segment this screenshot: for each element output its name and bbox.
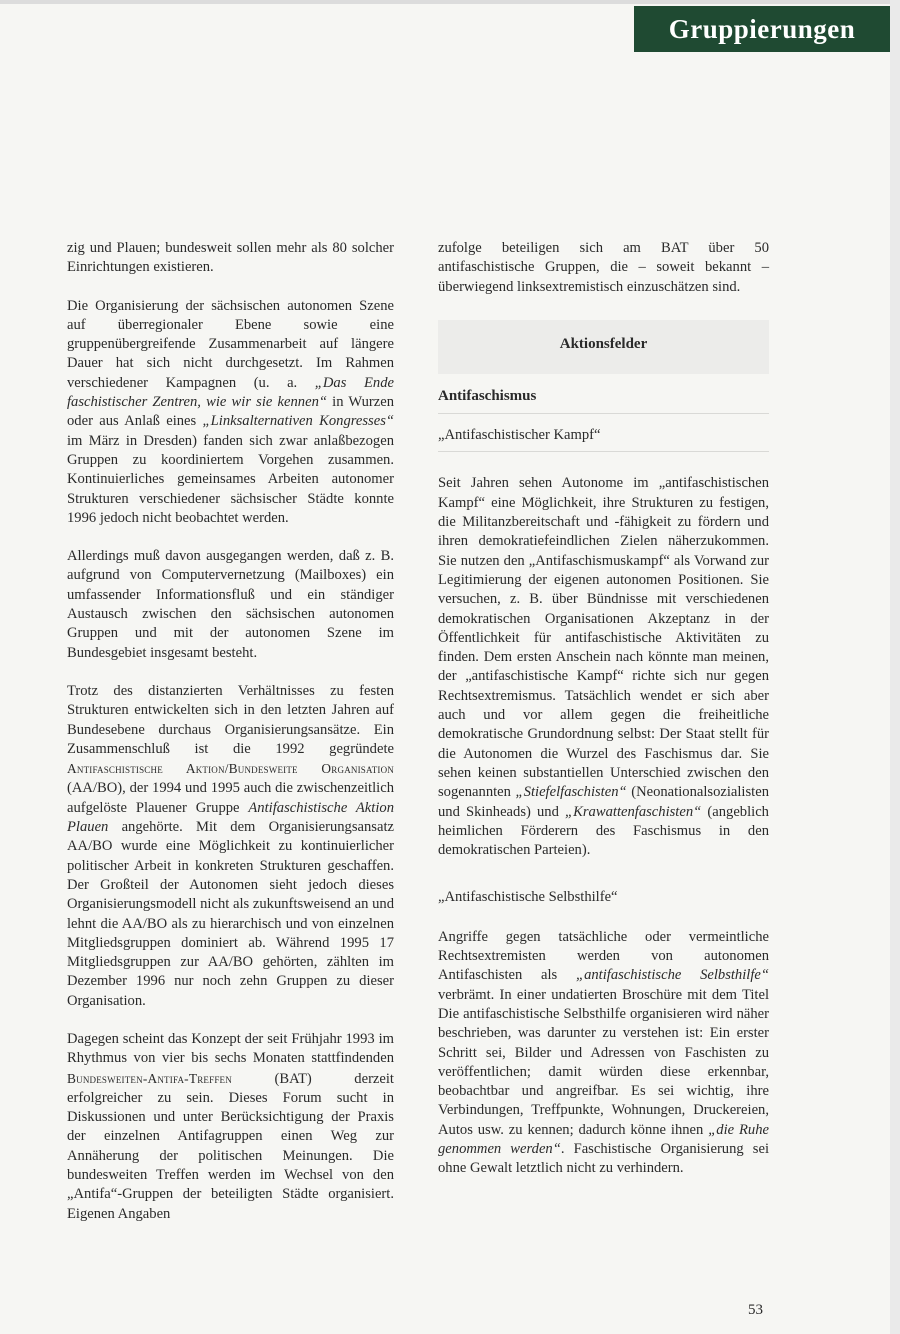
italic-phrase: „antifaschistische Selbsthilfe“ [575, 967, 769, 984]
right-paragraph-2: Seit Jahren sehen Autonome im „antifaschistischen Kampf“ eine Möglichkeit, ihre Strukturen zu festigen, die Militanzbereitschaft und -fähigkeit zu fördern und ihren demokratiefeindlichen Zielen näherzukommen. Sie nutzen den „Antifaschismuskampf“ als Vorwand zur Legitimierung der eigenen autonomen Positionen. Sie versuchen, z. B. über Bündnisse mit verschiedenen demokratischen Organisationen Akzeptanz in der Öffentlichkeit für antifaschistische Aktivitäten zu finden. Dem ersten Anschein nach könnte man meinen, der „antifaschistische Kampf“ richte sich nur gegen Rechtsextremismus. Tatsächlich wendet er sich aber auch und vor allem gegen die freiheitliche demokratische Grundordnung selbst: Der Staat stellt für die Autonomen die Wurzel des Faschismus dar. Sie sehen keinen substantiellen Unterschied zwischen den sogenannten „Stiefelfaschisten“ (Neonationalsozialisten und Skinheads) und „Krawattenfaschisten“ (angeblich heimlichen Förderern des Faschismus in den demokratischen Parteien). [438, 475, 769, 859]
italic-phrase: „Stiefelfaschisten“ [515, 784, 627, 801]
italic-phrase: „die Ruhe genommen werden“ [438, 1121, 769, 1157]
section-heading-box: Aktionsfelder [438, 320, 769, 374]
top-edge-rule [0, 0, 900, 4]
organisation-name: Antifaschistische Aktion/Bundesweite Organisation [67, 761, 394, 777]
left-paragraph-1: zig und Plauen; bundesweit sollen mehr als 80 solcher Einrichtungen existieren. [67, 240, 394, 276]
italic-phrase: „Das Ende faschistischer Zentren, wie wir sie kennen“ [67, 374, 394, 411]
italic-phrase: „Krawattenfaschisten“ [565, 803, 702, 820]
subsubheading-selbsthilfe: „Antifaschistische Selbsthilfe“ [438, 889, 618, 906]
left-paragraph-4: Trotz des distanzierten Verhältnisses zu festen Strukturen entwickelten sich in den letzten Jahren auf Bundesebene durchaus Organisierungsansätze. Ein Zusammenschluß ist die 1992 gegründete Antifaschistische Aktion/Bundesweite Organisation (AA/BO), der 1994 und 1995 auch die zwischenzeitlich aufgelöste Plauener Gruppe Antifaschistische Aktion Plauen angehörte. Mit dem Organisierungsansatz AA/BO wurde eine Möglichkeit zu kontinuierlicher politischer Arbeit in konkreten Strukturen geschaffen. Der Großteil der Autonomen sieht jedoch dieses Organisierungsmodell nicht als zukunftsweisend an und lehnt die AA/BO als zu hierarchisch und von einzelnen Mitgliedsgruppen dominiert ab. Während 1995 17 Mitgliedsgruppen zur AA/BO gehörten, zählten im Dezember 1996 nur noch zehn Gruppen zu dieser Organisation. [67, 682, 394, 1009]
right-paragraph-1: zufolge beteiligen sich am BAT über 50 antifaschistische Gruppen, die – soweit bekannt – überwiegend linksextremistisch einzuschätzen sind. [438, 240, 769, 295]
left-paragraph-3: Allerdings muß davon ausgegangen werden, daß z. B. aufgrund von Computervernetzung (Mailboxes) ein umfassender Informationsfluß und ein ständiger Austausch zwischen den sächsischen autonomen Gruppen und mit der autonomen Szene im Bundesgebiet insgesamt besteht. [67, 548, 394, 661]
page-edge [890, 0, 900, 1334]
italic-phrase: Antifaschistische Aktion Plauen [67, 799, 394, 836]
left-paragraph-5: Dagegen scheint das Konzept der seit Frühjahr 1993 im Rhythmus von vier bis sechs Monaten stattfindenden Bundesweiten-Antifa-Treffen (BAT) derzeit erfolgreicher zu sein. Dieses Forum sucht in Diskussionen und unter Berücksichtigung der Praxis der einzelnen Antifagruppen einen Weg zur Annäherung der politischen Meinungen. Die bundesweiten Treffen werden im Wechsel von den „Antifa“-Gruppen der beteiligten Städte organisiert. Eigenen Angaben [67, 1030, 394, 1222]
section-header-tab: Gruppierungen [634, 6, 890, 52]
subsubheading-kampf: „Antifaschistischer Kampf“ [438, 426, 769, 452]
left-column [67, 239, 394, 1243]
subheading-antifaschismus: Antifaschismus [438, 387, 769, 414]
page-number: 53 [748, 1302, 763, 1318]
right-paragraph-3: Angriffe gegen tatsächliche oder vermeintliche Rechtsextremisten werden von autonomen Antifaschisten als „antifaschistische Selbsthilfe“ verbrämt. In einer undatierten Broschüre mit dem Titel Die antifaschistische Selbsthilfe organisieren wird näher beschrieben, was darunter zu verstehen ist: Ein erster Schritt sei, Bilder und Adressen von Faschisten zu veröffentlichen; damit würden diese erkennbar, beobachtbar und angreifbar. Es sei wichtig, ihre Verbindungen, Treffpunkte, Wohnungen, Druckereien, Autos usw. zu kennen; dadurch könne ihnen „die Ruhe genommen werden“. Faschistische Organisierung sei ohne Gewalt letztlich nicht zu verhindern. [438, 928, 769, 1177]
right-column [438, 239, 769, 1198]
event-name: Bundesweiten-Antifa-Treffen [67, 1070, 232, 1086]
left-paragraph-2: Die Organisierung der sächsischen autonomen Szene auf überregionaler Ebene sowie eine gruppenübergreifende Zusammenarbeit auf längere Dauer hat sich nicht durchgesetzt. Im Rahmen verschiedener Kampagnen (u. a. „Das Ende faschistischer Zentren, wie wir sie kennen“ in Wurzen oder aus Anlaß eines „Linksalternativen Kongresses“ im März in Dresden) fanden sich zwar anlaßbezogen Gruppen zu koordiniertem Vorgehen zusammen. Kontinuierliches gemeinsames Arbeiten autonomer Strukturen verschiedener sächsischer Städte konnte 1996 jedoch nicht beobachtet werden. [67, 297, 395, 526]
italic-phrase: „Linksalternativen Kongresses“ [202, 413, 395, 430]
